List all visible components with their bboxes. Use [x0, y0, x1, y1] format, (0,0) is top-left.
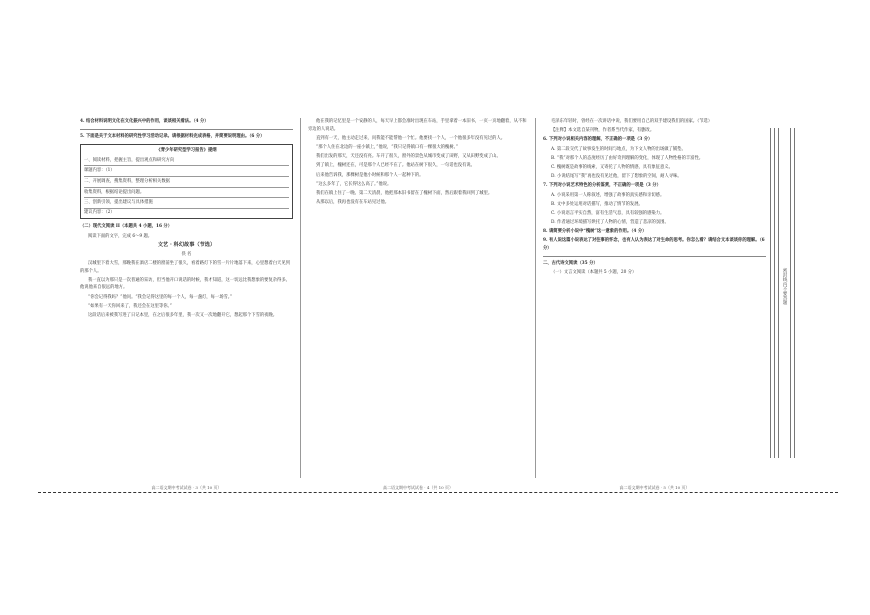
column-right: [543, 118, 766, 491]
page-footer: 高二语文期中考试试卷 · 4（共 10 页）: [383, 485, 453, 491]
story-paragraph: 汉城里下着大雪，那晚我在酒店二楼的窗前坐了很久，看着路灯下的雪一片片地落下来，心里想着白天见到的那个人。: [80, 261, 290, 274]
story-paragraph: 我们出发的那天，天还没有亮。车开了很久，窗外的景色从城市变成了田野，又从田野变成了山。: [316, 154, 501, 160]
form-row: 建议内容：（2）: [84, 209, 115, 215]
divider: [80, 129, 293, 130]
answer-option: D. 小说结尾写“我”再也没有见过他，留下了想象的空间，耐人寻味。: [551, 174, 682, 180]
story-paragraph: “你会记得我吗？”他问。“我会记得这里的每一个人，每一盏灯，每一场雪。”: [88, 294, 233, 300]
form-row: 一、阅读材料，把握主旨，提出观点和研究方向: [84, 156, 289, 167]
question-item: 7. 下列对小说艺术特色的分析鉴赏，不正确的一项是（3 分）: [543, 183, 661, 189]
annotation-note: 【注释】本文选自某刊物，作者系当代作家，有删改。: [551, 128, 655, 134]
story-author: 佚 名: [181, 251, 192, 257]
question-4: 4. 结合材料说明文化在文化振兴中的作用，谈谈相关看法。（4 分）: [80, 119, 209, 124]
column-middle: [308, 118, 528, 491]
story-paragraph: 他在我的记忆里是一个安静的人，每天早上都会准时出现在车站，手里拿着一本旧书，一页一页地翻着，从不和旁边的人说话。: [308, 119, 527, 132]
exam-paper-sheet: [80, 118, 770, 491]
column-divider: [300, 118, 301, 478]
binding-margin: [768, 128, 798, 458]
section-heading: （二）现代文阅读 II（本题共 4 小题，16 分）: [80, 224, 173, 230]
answer-option: C. 小说语言平实自然，富有生活气息，具有较强的感染力。: [551, 210, 665, 216]
margin-line: [770, 128, 771, 458]
column-divider: [535, 118, 536, 478]
activity-form: [80, 144, 293, 219]
story-paragraph: 后来他告诉我，那棵树是他小时候和那个人一起种下的。: [316, 172, 424, 178]
page-footer: 高二语文期中考试试卷 · 5（共 10 页）: [619, 485, 690, 491]
answer-option: A. 第二段交代了故事发生的时间与地点，为下文人物的出场做了铺垫。: [551, 146, 686, 152]
question-5: 5. 下面是关于文本材料的研究性学习活动记录。请根据材料完成表格，并简要说明理由。（6 分）: [80, 133, 265, 139]
answer-option: D. 作者通过环境描写烘托了人物的心情，营造了悲凉的氛围。: [551, 220, 669, 226]
story-paragraph: 从那以后，我再也没有在车站见过他。: [316, 200, 390, 206]
margin-line: [794, 128, 795, 458]
story-paragraph: “如果有一天你回来了，我还会在这里等你。”: [88, 303, 172, 309]
story-paragraph: 直到有一天，他主动走过来，问我能不能帮他一个忙。他要找一个人，一个他很多年没有见过的人。: [316, 135, 506, 141]
form-row: 课题内容：（1）: [84, 166, 289, 177]
section-intro: 阅读下面的文字，完成 6～9 题。: [88, 233, 153, 239]
form-row: 二、开展调查，搜集资料，整理分析相关数据: [84, 177, 289, 188]
question-item: 8. 请简要分析小说中“槐树”这一意象的作用。（4 分）: [543, 229, 647, 235]
question-item: 6. 下列对小说相关内容的理解，不正确的一项是（3 分）: [543, 137, 653, 143]
margin-line: [774, 128, 775, 458]
section-heading: 二、古代诗文阅读（35 分）: [543, 260, 598, 266]
story-paragraph: 这段话后来被我写进了日记本里，在之后很多年里，我一次又一次地翻开它，想起那个下雪的夜晚。: [88, 313, 278, 319]
story-paragraph: 我一直以为那只是一次普通的采访，但当他开口说话的时候，我才知道，这一切远比我想象的要复杂得多。他说他来自很远的地方。: [80, 277, 290, 291]
answer-option: A. 小说采用第一人称叙述，增强了故事的真实感和亲切感。: [551, 192, 665, 198]
answer-option: B. 文中多处运用对话描写，推动了情节的发展。: [551, 201, 643, 207]
cut-line: [38, 492, 838, 493]
question-item: 9. 有人说这篇小说表达了对往事的怀念，也有人认为表达了对生命的思考。你怎么看？请结合文本谈谈你的理解。（6 分）: [543, 238, 765, 252]
story-paragraph: “这么多年了，它长得这么高了。”他说。: [316, 181, 392, 187]
margin-line: [790, 128, 791, 458]
divider: [543, 256, 766, 257]
story-title: 文艺 · 科幻故事（节选）: [157, 241, 216, 248]
column-left: [80, 118, 293, 491]
margin-line: [778, 128, 779, 458]
form-row: 收集资料，根据结论提出问题。: [84, 188, 289, 199]
story-paragraph: 我们在镇上住了一晚。第二天清晨，他把那本旧书留在了槐树下面，然后跟着我回到了城里。: [316, 190, 493, 196]
story-paragraph: 到了镇上，槐树还在，可是那个人已经不在了。他站在树下很久，一句话也没有说。: [316, 163, 475, 169]
page-footer: 高二语文期中考试试卷 · 3（共 10 页）: [151, 485, 222, 491]
answer-option: C. 槐树既是故事的线索，又寄托了人物的情感，具有象征意义。: [551, 164, 673, 170]
form-title: 《青少年研究型学习报告》提纲: [156, 148, 217, 154]
story-paragraph: 毛泽东年轻时，曾经在一次讲话中说，我们要用自己的双手建设我们的国家。（节选）: [551, 119, 713, 124]
form-row: 三、创新引领，提出建议与具体措施: [84, 198, 289, 209]
seal-line-text: 密封线内不要答题: [782, 268, 787, 305]
story-paragraph: “那个人住在北边的一座小镇上，”他说，“我只记得镇口有一棵很大的槐树。”: [316, 144, 458, 150]
answer-option: B. “我”对那个人的态度经历了由好奇到理解的变化，体现了人物性格的丰富性。: [551, 155, 704, 161]
subsection-heading: （一）文言文阅读（本题共 5 小题，20 分）: [551, 269, 637, 275]
